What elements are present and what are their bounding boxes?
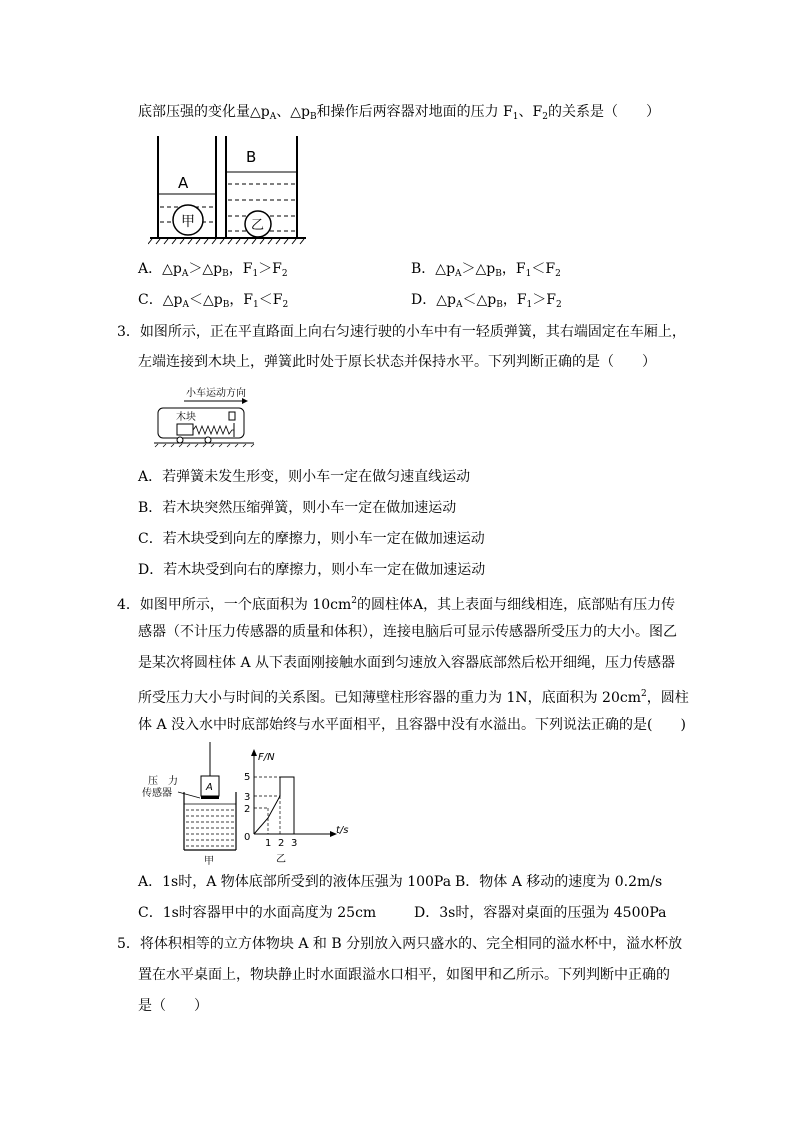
x-axis-label: t/s — [336, 825, 349, 836]
wheel-right — [205, 437, 211, 443]
block-label: 木块 — [176, 412, 196, 423]
q2-option-a-text: $\triangle p_A>\triangle p_B$，$F_1>F_2$ — [162, 261, 288, 279]
q2-option-c-letter: C． — [138, 292, 163, 308]
q4-line4-sup: 2 — [641, 689, 647, 699]
q2-option-b-text: $\triangle p_A>\triangle p_B$，$F_1<F_2$ — [435, 261, 561, 279]
q4-line4-b: ，圆柱 — [646, 690, 689, 706]
q3-stem-line1: 3．如图所示，正在平直路面上向右匀速行驶的小车中有一轻质弹簧，其右端固定在车厢上， — [117, 324, 686, 340]
q5-stem-line3: 是（ ） — [138, 998, 208, 1014]
q3-stem-line2: 左端连接到木块上，弹簧此时处于原长状态并保持水平。下列判断正确的是（ ） — [138, 354, 656, 370]
x-tick-2: 2 — [278, 838, 285, 849]
q2-stem-line — [138, 102, 660, 127]
caption-jia: 甲 — [204, 856, 214, 867]
q2-sub-b: B — [309, 112, 317, 122]
q4-stem-line3: 是某次将圆柱体 A 从下表面刚接触水面到匀速放入容器底部然后松开细绳，压力传感器 — [138, 655, 676, 671]
caption-yi: 乙 — [276, 854, 286, 865]
q3-option-c[interactable]: C．若木块受到向左的摩擦力，则小车一定在做加速运动 — [138, 531, 485, 547]
q4-option-a[interactable]: A．1s时，A 物体底部所受到的液体压强为 100Pa — [138, 874, 452, 890]
sensor-plate — [201, 796, 219, 799]
q2-stem-end: 的关系是（ ） — [547, 104, 660, 120]
q3-option-a[interactable]: A．若弹簧未发生形变，则小车一定在做匀速直线运动 — [138, 469, 471, 485]
q5-stem-line1: 5．将体积相等的立方体物块 A 和 B 分别放入两只盛水的、完全相同的溢水杯中，溢水杯放 — [117, 936, 683, 952]
q4-stem-line2: 感器（不计压力传感器的质量和体积），连接电脑后可显示传感器所受压力的大小。图乙 — [138, 624, 677, 640]
y-tick-3: 3 — [244, 792, 251, 803]
container-a — [158, 136, 216, 238]
q2-option-c-text: $\triangle p_A<\triangle p_B$，$F_1<F_2$ — [162, 292, 289, 310]
x-tick-3: 3 — [291, 838, 298, 849]
container-b — [226, 136, 297, 238]
q4-figure-jia — [140, 742, 250, 867]
sensor-label-2: 传感器 — [142, 788, 172, 799]
q2-option-d-letter: D． — [411, 292, 437, 308]
q2-figure-containers — [148, 132, 308, 247]
y-axis-label: F/N — [258, 752, 275, 763]
q3-option-d[interactable]: D．若木块受到向右的摩擦力，则小车一定在做加速运动 — [138, 562, 486, 578]
label-a: A — [178, 174, 189, 192]
q2-option-a[interactable] — [138, 259, 288, 284]
q2-option-c[interactable] — [138, 290, 288, 315]
q4-line4-a: 所受压力大小与时间的关系图。已知薄壁柱形容器的重力为 1N，底面积为 20cm — [138, 690, 641, 706]
q2-option-d-text: $\triangle p_A<\triangle p_B$，$F_1>F_2$ — [436, 292, 562, 310]
q4-option-b[interactable]: B．物体 A 移动的速度为 0.2m/s — [455, 874, 663, 890]
q2-sub-2: 2 — [542, 112, 548, 122]
q3-option-b[interactable]: B．若木块突然压缩弹簧，则小车一定在做加速运动 — [138, 500, 457, 516]
sensor-label-1: 压 力 — [148, 776, 178, 787]
wood-block — [177, 424, 193, 435]
ball-jia-label: 甲 — [181, 214, 195, 230]
force-curve — [254, 777, 294, 834]
label-b: B — [246, 148, 257, 166]
q2-stem-part: 底部压强的变化量△p — [138, 104, 270, 120]
q3-figure-cart — [150, 383, 260, 448]
q4-line1-sup: 2 — [351, 596, 358, 606]
q2-sub-1: 1 — [512, 112, 519, 122]
y-tick-5: 5 — [244, 772, 251, 783]
x-tick-1: 1 — [265, 838, 272, 849]
q2-stem-comma: 、F — [518, 104, 543, 120]
q2-stem-mid: 和操作后两容器对地面的压力 F — [316, 104, 513, 120]
q4-option-d[interactable]: D．3s时，容器对桌面的压强为 4500Pa — [414, 905, 667, 921]
y-axis-arrow-icon — [251, 749, 257, 756]
q4-option-c[interactable]: C．1s时容器甲中的水面高度为 25cm — [138, 905, 377, 921]
q4-line1-b: 的圆柱体A，其上表面与细线相连，底部贴有压力传 — [357, 597, 676, 613]
ball-yi-label: 乙 — [251, 218, 265, 233]
q4-line1-a: 4．如图甲所示，一个底面积为 10cm — [117, 597, 352, 613]
q2-option-b-letter: B． — [411, 261, 436, 277]
q2-option-a-letter: A． — [138, 261, 163, 277]
q4-stem-line4 — [138, 684, 689, 708]
direction-label: 小车运动方向 — [186, 388, 246, 399]
q2-stem-sep: 、△p — [276, 104, 310, 120]
q2-option-b[interactable] — [411, 259, 561, 284]
q4-figure-yi — [240, 748, 350, 868]
wheel-left — [177, 437, 183, 443]
q5-stem-line2: 置在水平桌面上，物块静止时水面跟溢水口相平，如图甲和乙所示。下列判断中正确的 — [138, 967, 670, 983]
q4-stem-line1 — [117, 591, 675, 615]
q2-option-d[interactable] — [411, 290, 562, 315]
cart-window — [229, 412, 235, 420]
q4-stem-line5: 体 A 没入水中时底部始终与水平面相平，且容器中没有水溢出。下列说法正确的是( ) — [138, 717, 686, 733]
y-tick-2: 2 — [244, 804, 251, 815]
y-tick-0: 0 — [244, 832, 251, 843]
q2-sub-a: A — [269, 112, 277, 122]
cylinder-a-label: A — [206, 782, 213, 793]
